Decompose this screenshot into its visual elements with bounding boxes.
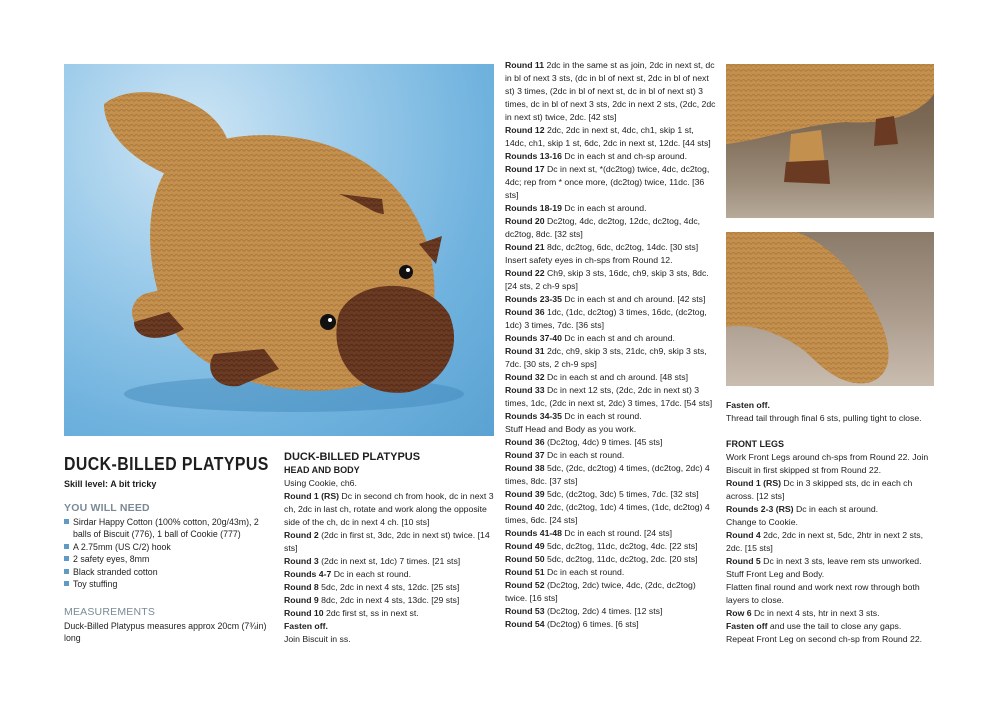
instruction-row (284, 568, 494, 581)
instruction-text: Dc in next 3 sts, leave rem sts unworked. (760, 556, 922, 566)
instruction-text: Dc in each st and ch around. [48 sts] (544, 372, 689, 382)
instruction-row (505, 293, 717, 306)
instruction-label: Rounds 34-35 (505, 411, 562, 421)
instruction-label: Round 54 (505, 619, 545, 629)
instruction-row (726, 620, 936, 633)
instruction-row (726, 516, 936, 529)
front-legs-rows (726, 451, 936, 646)
instruction-text: Insert safety eyes in ch-sps from Round 12. (505, 255, 673, 265)
instruction-label: Round 50 (505, 554, 545, 564)
instruction-label: Round 53 (505, 606, 545, 616)
instruction-row (505, 462, 717, 488)
instruction-label: Round 1 (RS) (284, 491, 340, 501)
instruction-text: Thread tail through final 6 sts, pulling tight to close. (726, 413, 922, 423)
instruction-row (505, 124, 717, 150)
instruction-label: Round 36 (505, 437, 545, 447)
instruction-text: 5dc, 2dc in next 4 sts, 12dc. [25 sts] (318, 582, 460, 592)
instruction-row (505, 267, 717, 293)
instruction-label: Round 39 (505, 489, 545, 499)
instruction-text: (Dc2tog, 2dc) twice, 4dc, (2dc, dc2tog) twice. [16 sts] (505, 580, 696, 603)
instruction-row (505, 566, 717, 579)
instruction-label: Round 31 (505, 346, 545, 356)
instruction-row (284, 594, 494, 607)
tail-closeup-photo (726, 232, 934, 386)
instruction-row (505, 345, 717, 371)
instruction-label: Round 40 (505, 502, 545, 512)
instruction-label: Round 8 (284, 582, 319, 592)
instruction-text: Dc in each st round. (561, 411, 642, 421)
instruction-label: Round 33 (505, 385, 545, 395)
instruction-text: Dc in each st round. (544, 450, 625, 460)
instruction-row (284, 490, 494, 529)
instruction-label: Rounds 4-7 (284, 569, 332, 579)
instruction-text: 1dc, (1dc, dc2tog) 3 times, 16dc, (dc2tog, 1dc) 3 times, 7dc. [36 sts] (505, 307, 707, 330)
instruction-label: Round 12 (505, 125, 545, 135)
instruction-row (505, 254, 717, 267)
instruction-text: 2dc, 2dc in next st, 5dc, 2htr in next 2 sts, 2dc. [15 sts] (726, 530, 924, 553)
instruction-row (284, 529, 494, 555)
instruction-row (505, 215, 717, 241)
list-item: Sirdar Happy Cotton (100% cotton, 20g/43m), 2 balls of Biscuit (776), 1 ball of Cookie (777) (64, 516, 269, 541)
instruction-row (726, 412, 936, 425)
platypus-photo (64, 64, 494, 436)
instruction-text: Dc in each st round. [24 sts] (561, 528, 673, 538)
instruction-row (505, 540, 717, 553)
measurements-heading: MEASUREMENTS (64, 606, 156, 618)
instruction-text: Stuff Head and Body as you work. (505, 424, 637, 434)
instruction-text: Dc in 3 skipped sts, dc in each ch across. [12 sts] (726, 478, 913, 501)
instruction-row (726, 425, 936, 438)
instruction-text: Dc in each st around. (561, 203, 647, 213)
instruction-row (726, 503, 936, 516)
instruction-label: Round 5 (726, 556, 761, 566)
instruction-text: (Dc2tog) 6 times. [6 sts] (544, 619, 639, 629)
instruction-label: Rounds 13-16 (505, 151, 562, 161)
instruction-label: Fasten off (726, 621, 768, 631)
instruction-text: (Dc2tog, 2dc) 4 times. [12 sts] (544, 606, 663, 616)
instruction-text: 5dc, (2dc, dc2tog) 4 times, (dc2tog, 2dc) 4 times, 8dc. [37 sts] (505, 463, 710, 486)
instruction-text: Dc in second ch from hook, dc in next 3 ch, 2dc in last ch, rotate and work along the opposite side of the ch, dc in next 4 ch. [10 sts] (284, 491, 494, 527)
instruction-text: Dc in next st, *(dc2tog) twice, 4dc, dc2tog, 4dc; rep from * once more, (dc2tog) twice, 11dc. [36 sts] (505, 164, 710, 200)
instruction-row (726, 477, 936, 503)
instruction-text: Stuff Front Leg and Body. (726, 569, 825, 579)
list-item: Toy stuffing (64, 578, 269, 590)
instruction-text: 2dc, ch9, skip 3 sts, 21dc, ch9, skip 3 sts, 7dc. [30 sts, 2 ch-9 sps] (505, 346, 707, 369)
instruction-row (726, 633, 936, 646)
head-body-heading: HEAD AND BODY (284, 465, 360, 475)
instruction-row (505, 436, 717, 449)
head-body-rows (284, 477, 494, 646)
instruction-text: 2dc, 2dc in next st, 4dc, ch1, skip 1 st, 14dc, ch1, skip 1 st, 6dc, 2dc in next st, 12dc. [44 sts] (505, 125, 711, 148)
instruction-label: Rounds 23-35 (505, 294, 562, 304)
instruction-row (505, 59, 717, 124)
instruction-row (505, 579, 717, 605)
instruction-label: Fasten off. (284, 621, 328, 631)
instruction-label: Round 9 (284, 595, 319, 605)
instruction-row (726, 399, 936, 412)
instruction-text: Work Front Legs around ch-sps from Round 22. Join Biscuit in first skipped st from Round 22. (726, 452, 929, 475)
instruction-label: Round 11 (505, 60, 545, 70)
instruction-text: Dc in each st and ch-sp around. (561, 151, 688, 161)
instruction-label: Round 21 (505, 242, 545, 252)
instruction-label: Fasten off. (726, 400, 770, 410)
instruction-text: and use the tail to close any gaps. (767, 621, 902, 631)
list-item: Black stranded cotton (64, 566, 269, 578)
instruction-text: (Dc2tog, 4dc) 9 times. [45 sts] (544, 437, 663, 447)
instruction-row (726, 555, 936, 568)
list-item: A 2.75mm (US C/2) hook (64, 541, 269, 553)
instruction-row (284, 607, 494, 620)
instruction-text: Join Biscuit in ss. (284, 634, 351, 644)
instruction-text: Dc in next 4 sts, htr in next 3 sts. (751, 608, 880, 618)
instruction-row (505, 163, 717, 202)
instruction-text: Dc in each st around. (793, 504, 879, 514)
instruction-label: Rounds 41-48 (505, 528, 562, 538)
instruction-label: Round 22 (505, 268, 545, 278)
instruction-row (284, 477, 494, 490)
instruction-text: Ch9, skip 3 sts, 16dc, ch9, skip 3 sts, 8dc. [24 sts, 2 ch-9 sps] (505, 268, 709, 291)
instruction-label: Rounds 18-19 (505, 203, 562, 213)
measurements-text: Duck-Billed Platypus measures approx 20cm (7¾in) long (64, 621, 267, 644)
instruction-row (505, 423, 717, 436)
instruction-label: Round 2 (284, 530, 319, 540)
pattern-column-1 (284, 450, 494, 646)
instruction-text: Dc in next 12 sts, (2dc, 2dc in next st) 3 times, 1dc, (2dc in next st, 2dc) 3 times, 17dc. [54 sts] (505, 385, 713, 408)
instruction-text: Repeat Front Leg on second ch-sp from Round 22. (726, 634, 923, 644)
platypus-illustration (64, 64, 494, 436)
instruction-label: Round 3 (284, 556, 319, 566)
instruction-row (284, 555, 494, 568)
instruction-text: 2dc, (dc2tog, 1dc) 4 times, (1dc, dc2tog) 4 times, 6dc. [24 sts] (505, 502, 710, 525)
instruction-text: 8dc, dc2tog, 6dc, dc2tog, 14dc. [30 sts] (544, 242, 699, 252)
instruction-row (284, 620, 494, 633)
instruction-text: 5dc, (dc2tog, 3dc) 5 times, 7dc. [32 sts] (544, 489, 699, 499)
skill-level: Skill level: A bit tricky (64, 479, 157, 489)
instruction-row (284, 633, 494, 646)
instruction-row (726, 568, 936, 581)
instruction-text: Dc in each st round. (544, 567, 625, 577)
instruction-label: Round 1 (RS) (726, 478, 782, 488)
instruction-text: (2dc in first st, 3dc, 2dc in next st) twice. [14 sts] (284, 530, 490, 553)
instruction-label: Rounds 2-3 (RS) (726, 504, 794, 514)
instruction-text: Dc in each st round. (331, 569, 411, 579)
instruction-label: Round 10 (284, 608, 324, 618)
instruction-label: Rounds 37-40 (505, 333, 562, 343)
instruction-row (505, 410, 717, 423)
instruction-row (505, 150, 717, 163)
you-will-need-heading: YOU WILL NEED (64, 502, 150, 514)
instruction-text: Dc in each st and ch around. (561, 333, 675, 343)
instruction-row (505, 241, 717, 254)
instruction-label: Round 17 (505, 164, 545, 174)
instruction-label: Round 20 (505, 216, 545, 226)
instruction-text: 8dc, 2dc in next 4 sts, 13dc. [29 sts] (318, 595, 460, 605)
materials-list (64, 516, 269, 590)
instruction-text: Dc in each st and ch around. [42 sts] (561, 294, 706, 304)
pattern-title: DUCK-BILLED PLATYPUS (284, 451, 421, 463)
instruction-text: 2dc first st, ss in next st. (323, 608, 419, 618)
instruction-row (505, 371, 717, 384)
front-legs-heading: FRONT LEGS (726, 439, 784, 449)
instruction-text: 5dc, dc2tog, 11dc, dc2tog, 4dc. [22 sts] (544, 541, 698, 551)
instruction-text: 2dc in the same st as join, 2dc in next st, dc in bl of next 3 sts, (dc in bl of next st, 2dc in bl of next st) 3 times, (2dc in bl of next st, dc in bl of next st) 3 times, dc in bl of next 3 sts, 2dc in next 2 sts, (2dc, 2dc in next st) twice, 2dc. [42 sts] (505, 60, 716, 122)
instruction-text: (2dc in next st, 1dc) 7 times. [21 sts] (318, 556, 461, 566)
instruction-label: Round 37 (505, 450, 545, 460)
instruction-text: Dc2tog, 4dc, dc2tog, 12dc, dc2tog, 4dc, dc2tog, 8dc. [32 sts] (505, 216, 701, 239)
instruction-row (505, 605, 717, 618)
instruction-row (505, 553, 717, 566)
instruction-text: Using Cookie, ch6. (284, 478, 357, 488)
instruction-row (726, 607, 936, 620)
instruction-label: Round 4 (726, 530, 761, 540)
instruction-row (505, 618, 717, 631)
instruction-row (505, 449, 717, 462)
instruction-row (726, 581, 936, 607)
feet-closeup-photo (726, 64, 934, 218)
instruction-label: Round 52 (505, 580, 545, 590)
instruction-row (505, 202, 717, 215)
instruction-row (284, 581, 494, 594)
instruction-row (505, 332, 717, 345)
instruction-label: Round 51 (505, 567, 545, 577)
pattern-column-2 (505, 59, 717, 631)
instruction-row (505, 488, 717, 501)
instruction-label: Round 32 (505, 372, 545, 382)
instruction-row (505, 501, 717, 527)
instruction-label: Row 6 (726, 608, 752, 618)
fasten-rows (726, 399, 936, 438)
list-item: 2 safety eyes, 8mm (64, 553, 269, 565)
instruction-row (505, 527, 717, 540)
instruction-label: Round 38 (505, 463, 545, 473)
instruction-text: 5dc, dc2tog, 11dc, dc2tog, 2dc. [20 sts] (544, 554, 698, 564)
instruction-label: Round 49 (505, 541, 545, 551)
instruction-row (505, 384, 717, 410)
instruction-label: Round 36 (505, 307, 545, 317)
instruction-text: Change to Cookie. (726, 517, 798, 527)
instruction-row (726, 451, 936, 477)
body-rows (505, 59, 717, 631)
instruction-text: Flatten final round and work next row through both layers to close. (726, 582, 920, 605)
instruction-row (726, 529, 936, 555)
pattern-column-3 (726, 399, 936, 646)
instruction-row (505, 306, 717, 332)
page-title: DUCK-BILLED PLATYPUS (64, 454, 269, 474)
